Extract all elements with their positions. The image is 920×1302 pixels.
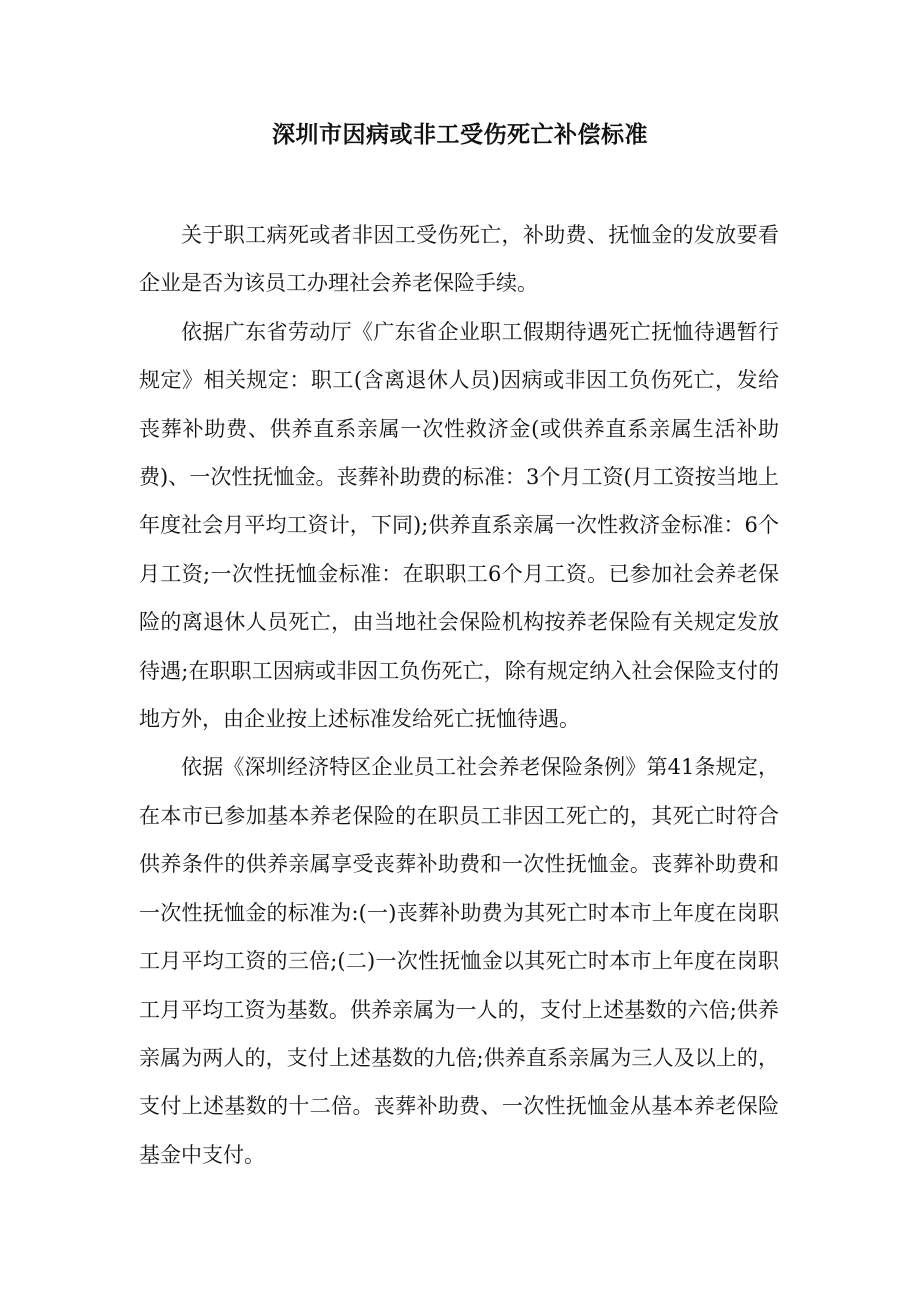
paragraph-guangdong-regulation: 依据广东省劳动厅《广东省企业职工假期待遇死亡抚恤待遇暂行规定》相关规定：职工(含离退休人员)因病或非因工负伤死亡，发给丧葬补助费、供养直系亲属一次性救济金(或供养直系亲属生活补助费)、一次性抚恤金。丧葬补助费的标准：3个月工资(月工资按当地上年度社会月平均工资计，下同);供养直系亲属一次性救济金标准：6个月工资;一次性抚恤金标准：在职职工6个月工资。已参加社会养老保险的离退休人员死亡，由当地社会保险机构按养老保险有关规定发放待遇;在职职工因病或非因工负伤死亡，除有规定纳入社会保险支付的地方外，由企业按上述标准发给死亡抚恤待遇。	[139, 319, 779, 732]
document-title: 深圳市因病或非工受伤死亡补偿标准	[272, 121, 648, 148]
document-body	[139, 211, 779, 1179]
paragraph-intro: 关于职工病死或者非因工受伤死亡，补助费、抚恤金的发放要看企业是否为该员工办理社会养老保险手续。	[139, 223, 779, 296]
paragraph-shenzhen-regulation: 依据《深圳经济特区企业员工社会养老保险条例》第41条规定，在本市已参加基本养老保险的在职员工非因工死亡的，其死亡时符合供养条件的供养亲属享受丧葬补助费和一次性抚恤金。丧葬补助费和一次性抚恤金的标准为:(一)丧葬补助费为其死亡时本市上年度在岗职工月平均工资的三倍;(二)一次性抚恤金以其死亡时本市上年度在岗职工月平均工资为基数。供养亲属为一人的，支付上述基数的六倍;供养亲属为两人的，支付上述基数的九倍;供养直系亲属为三人及以上的，支付上述基数的十二倍。丧葬补助费、一次性抚恤金从基本养老保险基金中支付。	[139, 755, 779, 1167]
